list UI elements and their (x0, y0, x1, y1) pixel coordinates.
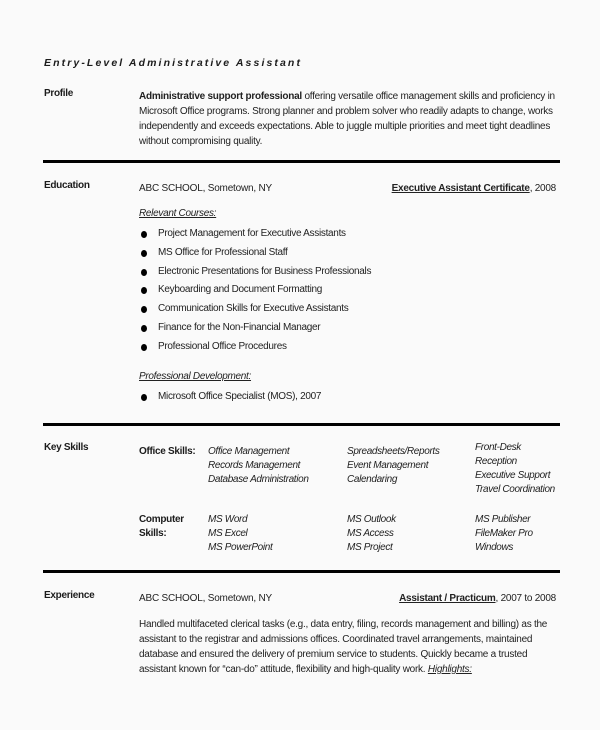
office-skills-col-1: Office Management Records Management Database Administration (208, 446, 309, 485)
position-dates: , 2007 to 2008 (495, 593, 556, 604)
section-divider (43, 423, 560, 426)
bullet-icon (141, 269, 147, 276)
education-school: ABC SCHOOL, Sometown, NY (139, 183, 273, 194)
position-title: Assistant / Practicum (399, 593, 496, 604)
computer-skills-col-2: MS Outlook MS Access MS Project (347, 514, 396, 553)
bullet-icon (141, 344, 147, 351)
list-item: Project Management for Executive Assistants (139, 227, 371, 246)
experience-position (399, 593, 556, 604)
bullet-icon (141, 394, 147, 401)
certificate-title: Executive Assistant Certificate (391, 183, 530, 194)
list-item: Keyboarding and Document Formatting (139, 283, 371, 302)
profile-summary (139, 89, 564, 149)
list-item: Communication Skills for Executive Assistants (139, 302, 371, 321)
section-label-education: Education (44, 180, 90, 191)
resume-title: Entry-Level Administrative Assistant (44, 57, 303, 69)
computer-skills-col-1: MS Word MS Excel MS PowerPoint (208, 514, 273, 553)
computer-skills-col-3: MS Publisher FileMaker Pro Windows (475, 514, 533, 553)
bullet-icon (141, 325, 147, 332)
list-item: Electronic Presentations for Business Professionals (139, 265, 371, 284)
certificate-year: , 2008 (529, 183, 556, 194)
list-item: MS Office for Professional Staff (139, 246, 371, 265)
office-skills-col-2: Spreadsheets/Reports Event Management Calendaring (347, 446, 440, 485)
bullet-icon (141, 250, 147, 257)
list-item: Professional Office Procedures (139, 340, 371, 359)
computer-skills-label: Computer Skills: (139, 514, 184, 539)
highlights-label: Highlights: (427, 664, 472, 675)
profile-lead: Administrative support professional (139, 91, 302, 102)
bullet-icon (141, 231, 147, 238)
office-skills-col-3: Front-Desk Reception Executive Support Travel Coordination (475, 442, 555, 495)
bullet-icon (141, 306, 147, 313)
experience-school: ABC SCHOOL, Sometown, NY (139, 593, 273, 604)
office-skills-label: Office Skills: (139, 446, 196, 457)
bullet-icon (141, 287, 147, 294)
list-item: Finance for the Non-Financial Manager (139, 321, 371, 340)
development-list (139, 390, 321, 409)
list-item: Microsoft Office Specialist (MOS), 2007 (139, 390, 321, 409)
section-label-key-skills: Key Skills (44, 442, 89, 453)
courses-heading: Relevant Courses: (139, 208, 217, 219)
section-label-profile: Profile (44, 88, 74, 99)
development-heading: Professional Development: (139, 371, 252, 382)
section-divider (43, 160, 560, 163)
profile-text: offering versatile office management skills and proficiency in Microsoft Office programs. Strong planner and problem solver who readily adapts to change, works independently and exceeds expectations. Able to juggle multiple priorities and meet tight deadlines without compromising quality. (139, 91, 555, 147)
education-certificate (392, 183, 556, 194)
section-label-experience: Experience (44, 590, 95, 601)
section-divider (43, 570, 560, 573)
experience-description: Handled multifaceted clerical tasks (e.g., data entry, filing, records management and billing) as the assistant to the registrar and admissions offices. Coordinated travel arrangements, maintained database and ensured the delivery of premium service to students. Quickly became a trusted assistant known for “can-do” attitude, flexibility and high-quality work. Highlights: (139, 619, 548, 675)
courses-list (139, 227, 371, 359)
